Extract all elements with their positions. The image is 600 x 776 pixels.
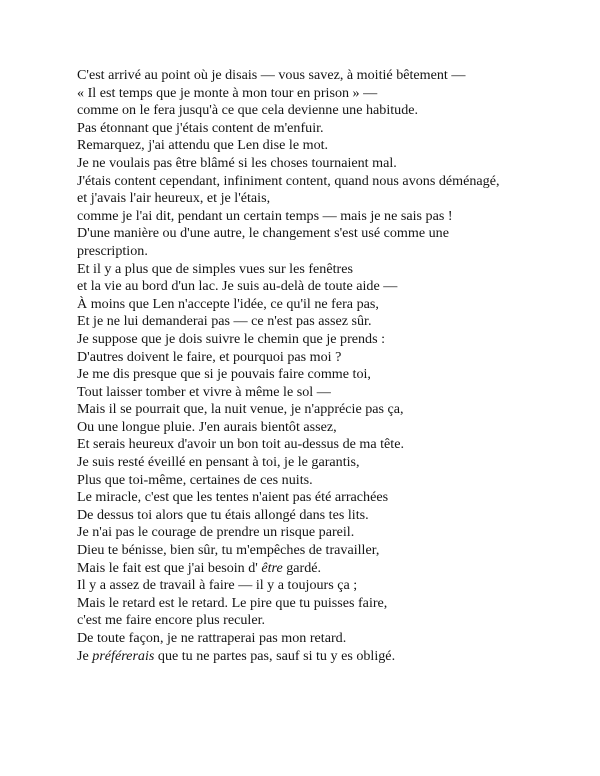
poem-line: et la vie au bord d'un lac. Je suis au-delà de toute aide — xyxy=(77,278,398,295)
line-text: Je xyxy=(77,647,93,664)
poem-line: Et je ne lui demanderai pas — ce n'est pas assez sûr. xyxy=(77,313,372,330)
poem-line: Mais il se pourrait que, la nuit venue, je n'apprécie pas ça, xyxy=(77,401,404,418)
poem-line: C'est arrivé au point où je disais — vous savez, à moitié bêtement — xyxy=(77,67,466,83)
poem-line: Et il y a plus que de simples vues sur les fenêtres xyxy=(77,260,353,277)
poem-line: Pas étonnant que j'étais content de m'enfuir. xyxy=(77,119,324,136)
italic-word: être xyxy=(261,559,283,576)
poem-line: et j'avais l'air heureux, et je l'étais, xyxy=(77,190,271,207)
poem-line: Et serais heureux d'avoir un bon toit au-dessus de ma tête. xyxy=(77,436,404,453)
poem-line: « Il est temps que je monte à mon tour en prison » — xyxy=(77,84,378,101)
italic-word: préférerais xyxy=(92,647,155,664)
line-text: que tu ne partes pas, sauf si tu y es obligé. xyxy=(154,647,396,664)
poem-line: Le miracle, c'est que les tentes n'aient pas été arrachées xyxy=(77,489,389,506)
poem-line: Je me dis presque que si je pouvais faire comme toi, xyxy=(77,366,371,383)
poem-line: Je ne voulais pas être blâmé si les choses tournaient mal. xyxy=(77,154,397,171)
poem-line: De toute façon, je ne rattraperai pas mon retard. xyxy=(77,630,347,646)
poem-line: comme on le fera jusqu'à ce que cela devienne une habitude. xyxy=(77,102,419,119)
poem-text xyxy=(77,67,587,665)
poem-line: prescription. xyxy=(77,242,148,259)
poem-line: De dessus toi alors que tu étais allongé dans tes lits. xyxy=(77,506,369,523)
poem-line: Plus que toi-même, certaines de ces nuits. xyxy=(77,471,313,488)
poem-line: J'étais content cependant, infiniment content, quand nous avons déménagé, xyxy=(77,172,500,189)
poem-line: Dieu te bénisse, bien sûr, tu m'empêches de travailler, xyxy=(77,542,380,559)
poem-line: À moins que Len n'accepte l'idée, ce qu'il ne fera pas, xyxy=(77,295,379,312)
poem-line xyxy=(77,560,587,578)
poem-line: Je n'ai pas le courage de prendre un risque pareil. xyxy=(77,524,355,541)
poem-line: D'autres doivent le faire, et pourquoi pas moi ? xyxy=(77,348,342,365)
poem-line: Je suppose que je dois suivre le chemin que je prends : xyxy=(77,330,386,347)
poem-line: Ou une longue pluie. J'en aurais bientôt assez, xyxy=(77,418,337,435)
poem-line xyxy=(77,648,587,666)
poem-line: Tout laisser tomber et vivre à même le sol — xyxy=(77,383,331,400)
poem-line: comme je l'ai dit, pendant un certain temps — mais je ne sais pas ! xyxy=(77,207,453,224)
poem-line: D'une manière ou d'une autre, le changement s'est usé comme une xyxy=(77,225,449,242)
line-text: gardé. xyxy=(282,559,322,576)
poem-line: Mais le retard est le retard. Le pire que tu puisses faire, xyxy=(77,594,388,611)
poem-line: Remarquez, j'ai attendu que Len dise le mot. xyxy=(77,137,329,154)
poem-line: Je suis resté éveillé en pensant à toi, je le garantis, xyxy=(77,454,360,471)
line-text: Mais le fait est que j'ai besoin d' xyxy=(77,559,262,576)
poem-line: Il y a assez de travail à faire — il y a toujours ça ; xyxy=(77,577,358,594)
poem-line: c'est me faire encore plus reculer. xyxy=(77,612,266,629)
